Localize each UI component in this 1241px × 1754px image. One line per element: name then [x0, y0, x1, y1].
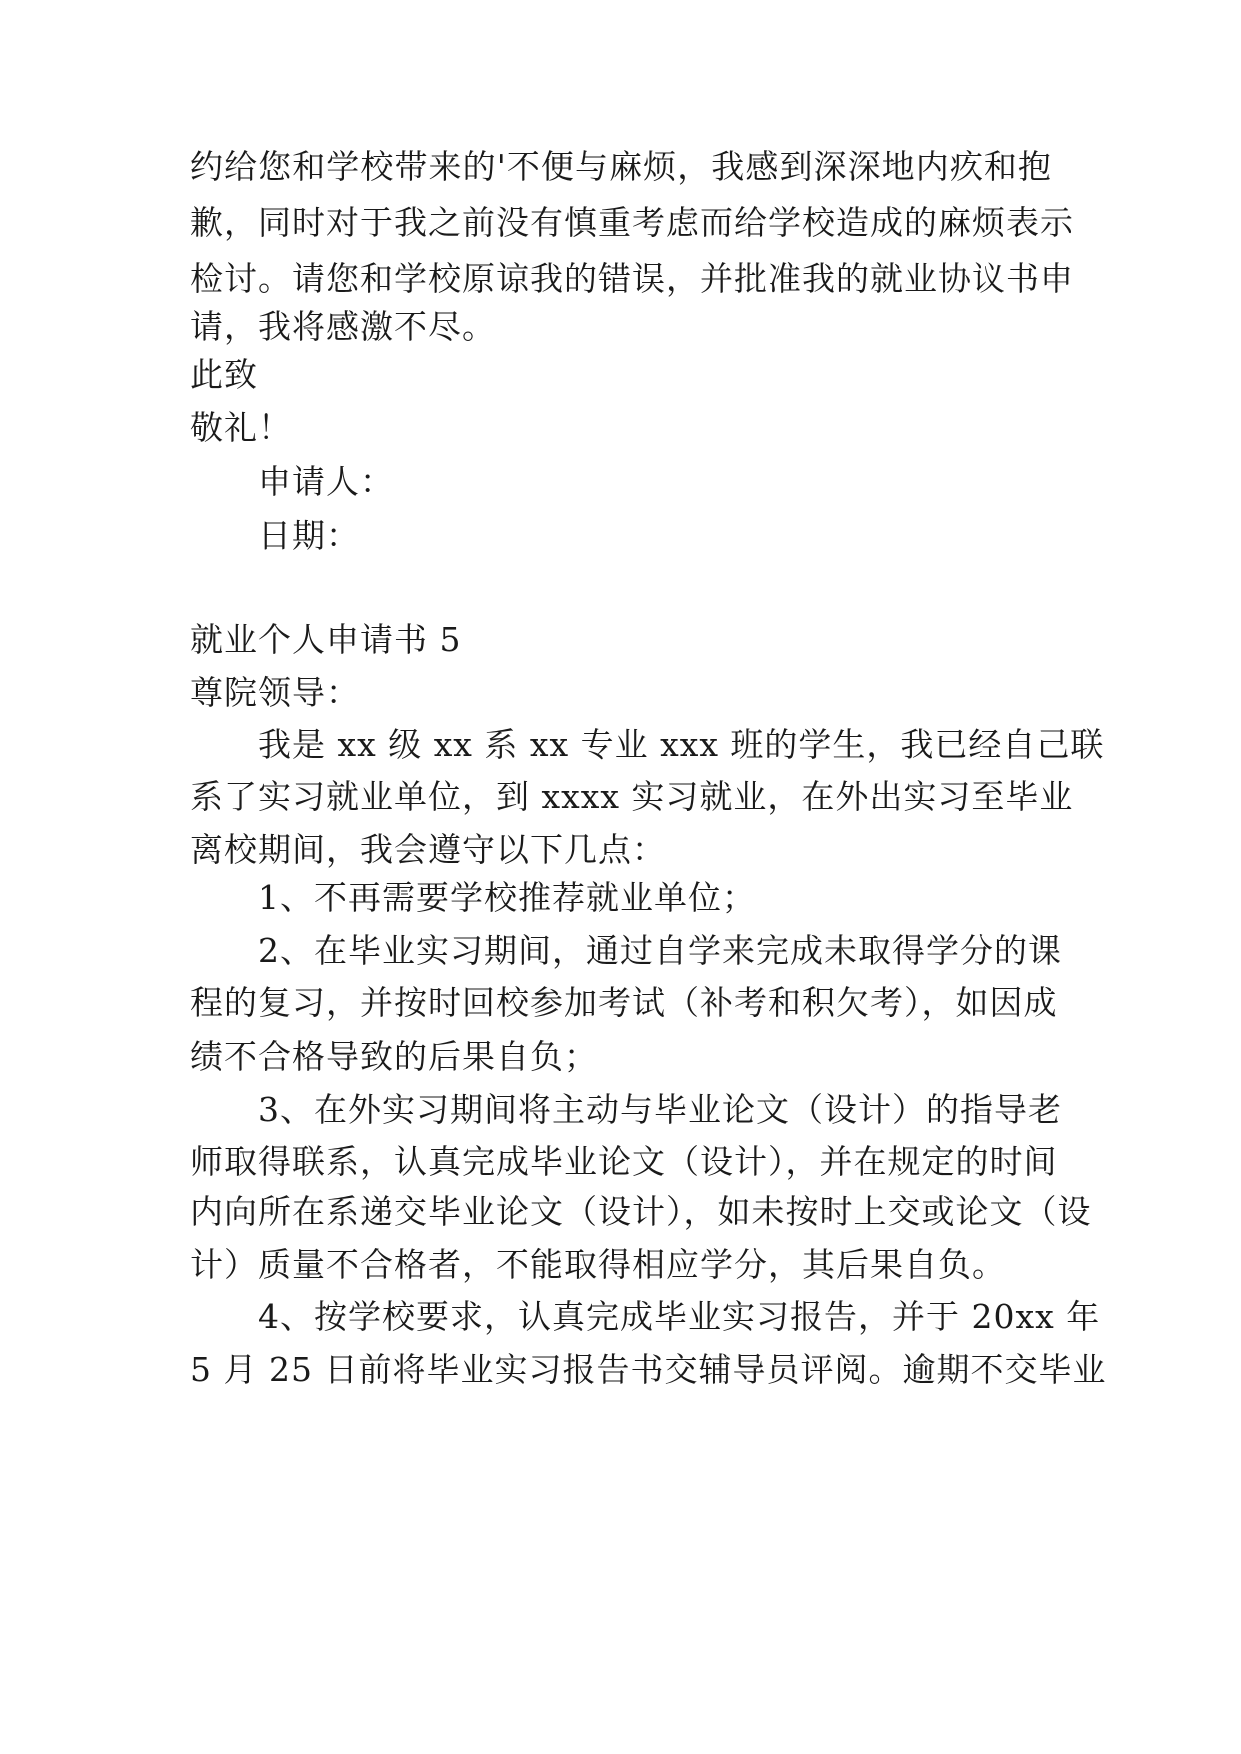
applicant-label: 申请人：	[258, 462, 394, 501]
list-item-continuation: 师取得联系，认真完成毕业论文（设计），并在规定的时间	[190, 1142, 1058, 1181]
paragraph-line: 离校期间，我会遵守以下几点：	[190, 830, 666, 869]
date-label: 日期：	[258, 516, 360, 555]
paragraph-line: 约给您和学校带来的'不便与麻烦，我感到深深地内疚和抱	[190, 147, 1052, 186]
paragraph-line: 请，我将感激不尽。	[190, 307, 496, 346]
paragraph-line: 系了实习就业单位，到 xxxx 实习就业，在外出实习至毕业	[190, 777, 1074, 816]
list-item-continuation: 5 月 25 日前将毕业实习报告书交辅导员评阅。逾期不交毕业	[190, 1350, 1107, 1389]
list-item: 1、不再需要学校推荐就业单位；	[258, 878, 756, 917]
paragraph-line: 歉，同时对于我之前没有慎重考虑而给学校造成的麻烦表示	[190, 203, 1074, 242]
list-item-continuation: 计）质量不合格者，不能取得相应学分，其后果自负。	[190, 1245, 1006, 1284]
list-item-continuation: 内向所在系递交毕业论文（设计），如未按时上交或论文（设	[190, 1192, 1092, 1231]
paragraph-line: 我是 xx 级 xx 系 xx 专业 xxx 班的学生，我已经自己联	[258, 725, 1105, 764]
salutation: 尊院领导：	[190, 673, 360, 712]
list-item-continuation: 绩不合格导致的后果自负；	[190, 1037, 598, 1076]
list-item: 4、按学校要求，认真完成毕业实习报告，并于 20xx 年	[258, 1297, 1101, 1336]
list-item: 3、在外实习期间将主动与毕业论文（设计）的指导老	[258, 1090, 1062, 1129]
closing-salute: 敬礼！	[190, 408, 292, 447]
list-item: 2、在毕业实习期间，通过自学来完成未取得学分的课	[258, 931, 1062, 970]
list-item-continuation: 程的复习，并按时回校参加考试（补考和积欠考），如因成	[190, 983, 1058, 1022]
paragraph-line: 检讨。请您和学校原谅我的错误，并批准我的就业协议书申	[190, 259, 1074, 298]
closing-greeting: 此致	[190, 355, 258, 394]
section-title: 就业个人申请书 5	[190, 620, 462, 659]
